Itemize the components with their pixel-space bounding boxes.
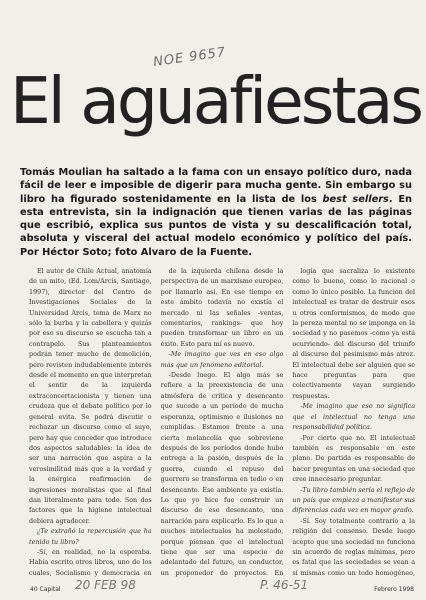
handwritten-date-note: 20 FEB 98 bbox=[75, 578, 136, 592]
paragraph: -Sí. Soy totalmente contrario a la religión del consenso. Desde luego acepto que una sociedad no funciona sin acuerdo de reglas mínimas, pero es fatal que las sociedades se vean a sí mismas como un todo homogéneo, bbox=[292, 516, 416, 577]
paragraph: -Me imagino que eso no significa que el intelectual no tenga una responsabilidad política. bbox=[292, 402, 416, 432]
paragraph: -Sí, en realidad, no la esperaba. Había escrito otros libros, uno de los cuales, Socialismo y democracia en bbox=[29, 547, 152, 577]
paragraph: -Desde luego. El algo más se refiere a la preexistencia de una atmósfera de crítica y desencanto que sucede a un período de mucha esperanza, optimismo e ilusiones no cumplidas. Estamos frente a una cierta melancolía que sobreviene después de los períodos donde hubo entrega a la pasión, después de la guerra, cuando el repuso del guerrero se transforma en tedio o en desencanto. Ese ambiente ya existía. Lo que yo hice fue construir un discurso de ese desencanto, una narración para explicarlo. Es lo que a muchos intelectuales ha molestado, porque piensan que el intelectual tiene que ser una especie de adelantado del futuro, un conductor, un proponedor de proyectos. En bbox=[160, 371, 284, 577]
article-headline: El aguafiestas bbox=[10, 65, 421, 139]
article-body bbox=[29, 266, 415, 578]
lead-text-2: . En esta entrevista, sin la indignación que tienen varias de las páginas que escribió, explica sus puntos de vista y su descalificación total, absoluta y visceral del actual modelo económico y político del país. Por Héctor Soto; foto Alvaro de la Fuente. bbox=[20, 193, 412, 258]
body-column-3 bbox=[292, 266, 415, 578]
body-column-1 bbox=[29, 266, 152, 578]
paragraph: -Por cierto que no. El intelectual también es responsable en este plano. De partida es responsable de hacer preguntas en una sociedad que cree innecesario preguntar. bbox=[292, 433, 416, 484]
paragraph: de la izquierda chilena desde la perspectiva de un marxismo europeo, por llamarlo así. En ese tiempo en este ámbito todavía no existía el mercado ni las señales -ventas, comentarios, rankings- que hoy pueden transformar un libro en un éxito. Esto para mí es nuevo. bbox=[160, 267, 284, 348]
lead-emphasis: best sellers bbox=[322, 193, 389, 205]
article-lead bbox=[20, 166, 412, 259]
paragraph: ¿Te extrañó la repercusión que ha tenido tu libro? bbox=[29, 527, 152, 546]
lead-text-1: Tomás Moulian ha saltado a la fama con un ensayo político duro, nada fácil de leer e imposible de digerir para mucha gente. Sin embargo su libro ha figurado sostenidamente en la lista de los bbox=[20, 167, 412, 205]
paragraph: El autor de Chile Actual, anatomía de un mito, (Ed. Lom/Arcis, Santiago, 1997), director del Centro de Investigaciones Sociales de la Universidad Arcis, toma de Marx no sólo la burba y la cabellera y quizás por eso su discurso se escucha tan a contrapelo. Sus planteamientos podrán tener mucho de demolición, pero revisten indudablemente interés desde el momento en que interpretan el sentir de la izquierda extraconcertacionista y tienen una crudeza que el debate político por lo general evita. Se podrá discutir o rechazar un discurso como el suyo, pero hay que conceder que introduce dos aspectos saludables: la idea de ser una narración que aspira a la verosimilitud más que a la verdad y la enérgica reafirmación de ingresiones moralistas que al final dan literalmente para todo. Son dos factores que la higiene intelectual debiera agradecer. bbox=[29, 267, 152, 525]
handwritten-page-note: P. 46-51 bbox=[260, 578, 309, 592]
handwritten-archive-note: NOE 9657 bbox=[152, 44, 228, 71]
body-column-2 bbox=[161, 266, 284, 578]
paragraph: logía que sacraliza lo existente como lo bueno, como lo racional o como lo único posible. La función del intelectual es tratar de destruir esos u otros conformismos, de modo que la pereza mental no se imponga en la sociedad y no pasemos -como ya está ocurriendo- del discurso del triunfo al discurso del pesimismo más atroz. El intelectual debe ser alguien que se hace preguntas para que colectivamente vayan surgiendo respuestas. bbox=[292, 267, 416, 400]
paragraph: -Me imagino que ves en eso algo más que un fenómeno editorial. bbox=[160, 350, 284, 369]
page-folio: 40 Capital bbox=[30, 586, 61, 593]
issue-date: Febrero 1998 bbox=[374, 586, 414, 593]
paragraph: -Tu libro también sería el reflejo de un país que empieza a manifestar sus diferencias cada vez en mayor grado. bbox=[292, 485, 416, 515]
